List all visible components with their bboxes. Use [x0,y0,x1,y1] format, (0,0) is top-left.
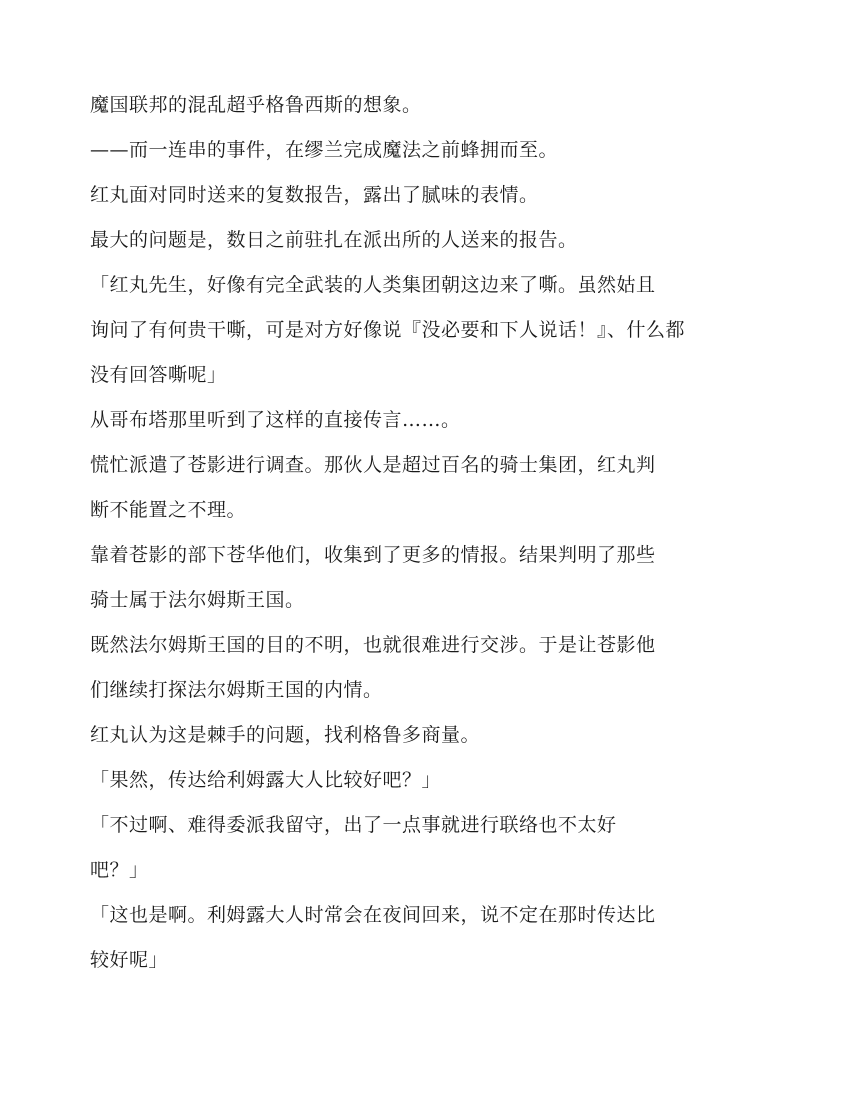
text-line: 骑士属于法尔姆斯王国。 [90,589,305,611]
text-line: 红丸认为这是棘手的问题，找利格鲁多商量。 [90,724,481,746]
text-line: 较好呢」 [90,949,169,971]
text-line: 红丸面对同时送来的复数报告，露出了腻味的表情。 [90,184,539,206]
document-body [90,83,760,983]
text-line: 最大的问题是，数日之前驻扎在派出所的人送来的报告。 [90,229,578,251]
text-line: 魔国联邦的混乱超乎格鲁西斯的想象。 [90,94,422,116]
text-line: ——而一连串的事件，在缪兰完成魔法之前蜂拥而至。 [90,139,559,161]
text-line: 「这也是啊。利姆露大人时常会在夜间回来，说不定在那时传达比 [90,904,656,926]
text-line: 靠着苍影的部下苍华他们，收集到了更多的情报。结果判明了那些 [90,544,656,566]
text-line: 从哥布塔那里听到了这样的直接传言……。 [90,409,461,431]
text-line: 断不能置之不理。 [90,499,247,521]
text-line: 询问了有何贵干嘶，可是对方好像说『没必要和下人说话！』、什么都 [90,319,686,341]
text-line: 「不过啊、难得委派我留守，出了一点事就进行联络也不太好 [90,814,617,836]
text-line: 们继续打探法尔姆斯王国的内情。 [90,679,383,701]
text-line: 吧？」 [90,859,149,881]
text-line: 没有回答嘶呢」 [90,364,227,386]
text-line: 慌忙派遣了苍影进行调查。那伙人是超过百名的骑士集团，红丸判 [90,454,656,476]
text-line: 既然法尔姆斯王国的目的不明，也就很难进行交涉。于是让苍影他 [90,634,656,656]
text-line: 「红丸先生，好像有完全武装的人类集团朝这边来了嘶。虽然姑且 [90,274,656,296]
text-line: 「果然，传达给利姆露大人比较好吧？」 [90,769,442,791]
